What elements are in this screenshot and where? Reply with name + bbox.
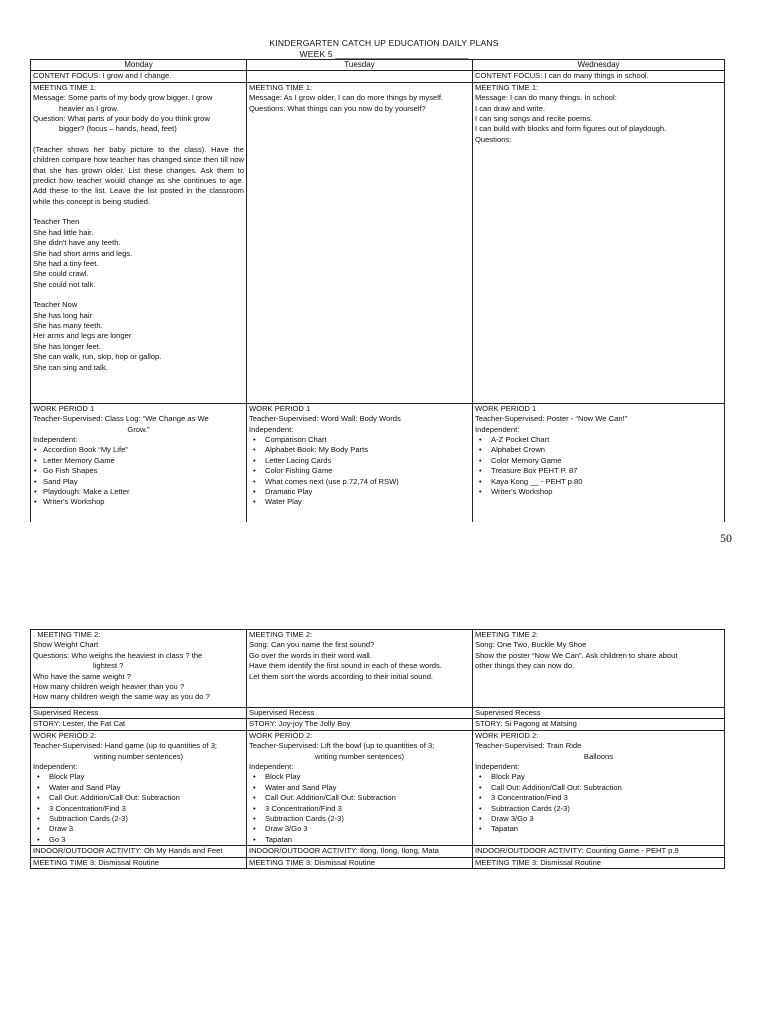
work-title: WORK PERIOD 2: bbox=[33, 730, 97, 740]
meeting-2-monday bbox=[31, 630, 247, 708]
independent-label: Independent: bbox=[249, 762, 294, 772]
meeting-title: MEETING TIME 1: bbox=[33, 82, 97, 92]
work-2-monday bbox=[31, 730, 247, 845]
list-item: She has many teeth. bbox=[33, 320, 103, 330]
list-item: • Treasure Box PEHT P. 87 bbox=[475, 466, 722, 476]
indoor-wednesday: INDOOR/OUTDOOR ACTIVITY: Counting Game - PEHT p.9 bbox=[473, 846, 725, 857]
list-item: How many children weigh heavier than you ? bbox=[33, 682, 185, 692]
meeting-2-wednesday bbox=[473, 630, 725, 708]
message-line: Message: I can do many things. In school: bbox=[475, 93, 617, 103]
meeting-title: MEETING TIME 1: bbox=[475, 82, 539, 92]
day-tuesday: Tuesday bbox=[247, 60, 473, 71]
week-line: WEEK 5 ___________________________ bbox=[299, 49, 469, 59]
meeting-3-tuesday: MEETING TIME 3: Dismissal Routine bbox=[247, 857, 473, 868]
independent-label: Independent: bbox=[475, 762, 520, 772]
list-item: • Playdough: Make a Letter bbox=[33, 487, 244, 497]
message-line: Message: As I grow older, I can do more things by myself. bbox=[249, 93, 444, 103]
list-item: • Tapatan bbox=[249, 835, 470, 845]
work-period-2-row bbox=[31, 730, 725, 845]
list-item: • Alphabet Book: My Body Parts bbox=[249, 445, 470, 455]
list-item: • Block Pay bbox=[475, 772, 722, 782]
document-title: KINDERGARTEN CATCH UP EDUCATION DAILY PLANS bbox=[269, 38, 499, 48]
independent-label: Independent: bbox=[249, 424, 294, 434]
message-line: Message: Some parts of my body grow bigger. I grow bbox=[33, 93, 213, 103]
list-item: I can draw and write. bbox=[475, 103, 546, 113]
list-item: • Writer's Workshop bbox=[475, 487, 722, 497]
list-item: Who have the same weight ? bbox=[33, 671, 131, 681]
meeting-time-3-row bbox=[31, 857, 725, 868]
supervised-line: writing number sentences) bbox=[93, 751, 184, 761]
indoor-outdoor-row bbox=[31, 846, 725, 857]
list-item: • 3 Concentration/Find 3 bbox=[475, 793, 722, 803]
list-item: • Call Out: Addition/Call Out: Subtraction bbox=[33, 793, 244, 803]
meeting-time-1-row bbox=[31, 82, 725, 403]
list-item: • Subtraction Cards (2-3) bbox=[249, 814, 470, 824]
list-item: She could crawl. bbox=[33, 269, 89, 279]
work-2-tuesday bbox=[247, 730, 473, 845]
then-title: Teacher Then bbox=[33, 217, 80, 227]
recess-wednesday: Supervised Recess bbox=[473, 708, 725, 719]
list-item: She can walk, run, skip, hop or gallop. bbox=[33, 352, 162, 362]
work-title: WORK PERIOD 2: bbox=[249, 730, 313, 740]
supervised-line: Teacher-Supervised: Class Log: “We Change as We bbox=[33, 414, 209, 424]
content-focus-row bbox=[31, 71, 725, 82]
work-1-monday bbox=[31, 403, 247, 522]
work-1-tuesday bbox=[247, 403, 473, 522]
list-item: She can sing and talk. bbox=[33, 362, 108, 372]
list-item: I can sing songs and recite poems. bbox=[475, 114, 593, 124]
question-line: bigger? (focus – hands, head, feet) bbox=[59, 124, 177, 134]
work-2-wednesday bbox=[473, 730, 725, 845]
story-row bbox=[31, 719, 725, 730]
work-title: WORK PERIOD 1 bbox=[33, 403, 95, 413]
plan-table-lower bbox=[30, 629, 725, 869]
list-item: She had short arms and legs. bbox=[33, 248, 133, 258]
story-tuesday: STORY: Joy-joy The Jolly Boy bbox=[247, 719, 473, 730]
now-title: Teacher Now bbox=[33, 300, 78, 310]
list-item: • Draw 3/Go 3 bbox=[475, 814, 722, 824]
meeting-2-tuesday bbox=[247, 630, 473, 708]
list-item: I can build with blocks and form figures out of playdough. bbox=[475, 124, 667, 134]
question-line: Questions: What things can you now do by yourself? bbox=[249, 103, 426, 113]
list-item: • Alphabet Crown bbox=[475, 445, 722, 455]
page-number: 50 bbox=[720, 531, 732, 545]
meeting-time-2-row bbox=[31, 630, 725, 708]
work-title: WORK PERIOD 1 bbox=[475, 403, 537, 413]
list-item: How many children weigh the same way as you do ? bbox=[33, 692, 210, 702]
indoor-tuesday: INDOOR/OUTDOOR ACTIVITY: Ilong, Ilong, Ilong, Mata bbox=[247, 846, 473, 857]
recess-row bbox=[31, 708, 725, 719]
list-item: • Subtraction Cards (2-3) bbox=[33, 814, 244, 824]
meeting-title: . MEETING TIME 2: bbox=[33, 630, 101, 639]
work-title: WORK PERIOD 2: bbox=[475, 730, 539, 740]
supervised-line: Teacher-Supervised: Word Wall: Body Words bbox=[249, 414, 401, 424]
question-line: Question: What parts of your body do you think grow bbox=[33, 114, 210, 124]
supervised-line: Balloons bbox=[583, 751, 614, 761]
meeting-1-monday bbox=[31, 82, 247, 403]
independent-label: Independent: bbox=[475, 424, 520, 434]
list-item: Show the poster “Now We Can”. Ask children to share about bbox=[475, 650, 678, 660]
story-monday: STORY: Lester, the Fat Cat bbox=[31, 719, 247, 730]
list-item: • 3 Concentration/Find 3 bbox=[33, 804, 244, 814]
work-title: WORK PERIOD 1 bbox=[249, 403, 311, 413]
list-item: • Writer's Workshop bbox=[33, 497, 244, 507]
list-item: Have them identify the first sound in each of these words. bbox=[249, 661, 442, 671]
list-item: She has long hair bbox=[33, 310, 93, 320]
supervised-line: Teacher-Supervised: Poster - “Now We Can!” bbox=[475, 414, 628, 424]
message-line: heavier as I grow. bbox=[59, 103, 119, 113]
question-line: Questions: Who weighs the heaviest in class ? the bbox=[33, 650, 203, 660]
meeting-title: MEETING TIME 1: bbox=[249, 82, 313, 92]
day-monday: Monday bbox=[31, 60, 247, 71]
meeting-title: MEETING TIME 2: bbox=[249, 630, 313, 639]
list-item: • Block Play bbox=[249, 772, 470, 782]
independent-label: Independent: bbox=[33, 762, 78, 772]
indoor-monday: INDOOR/OUTDOOR ACTIVITY: Oh My Hands and Feet bbox=[31, 846, 247, 857]
list-item: • Water and Sand Play bbox=[249, 783, 470, 793]
meeting-title: MEETING TIME 2: bbox=[475, 630, 539, 639]
independent-label: Independent: bbox=[33, 435, 78, 445]
list-item: Song: One Two, Buckle My Shoe bbox=[475, 640, 587, 650]
list-item: • Dramatic Play bbox=[249, 487, 470, 497]
list-item: • Kaya Kong __ - PEHT p.80 bbox=[475, 477, 722, 487]
list-item: • Sand Play bbox=[33, 477, 244, 487]
list-item: She didn't have any teeth. bbox=[33, 238, 121, 248]
list-item: Show Weight Chart bbox=[33, 640, 99, 650]
list-item: • Tapatan bbox=[475, 824, 722, 834]
list-item: • Accordion Book “My Life” bbox=[33, 445, 244, 455]
question-line: lightest ? bbox=[93, 661, 124, 671]
list-item: • A-Z Pocket Chart bbox=[475, 435, 722, 445]
list-item: • Water and Sand Play bbox=[33, 783, 244, 793]
list-item: She had a tiny feet. bbox=[33, 258, 99, 268]
list-item: • Subtraction Cards (2-3) bbox=[475, 804, 722, 814]
story-wednesday: STORY: Si Pagong at Matsing bbox=[473, 719, 725, 730]
supervised-line: Teacher-Supervised: Lift the bowl (up to quantities of 3; bbox=[249, 741, 435, 751]
list-item: • Call Out: Addition/Call Out: Subtraction bbox=[249, 793, 470, 803]
list-item: • What comes next (use p.72,74 of RSW) bbox=[249, 477, 470, 487]
supervised-line: Teacher-Supervised: Hand game (up to quantities of 3; bbox=[33, 741, 218, 751]
meeting-3-wednesday: MEETING TIME 3: Dismissal Routine bbox=[473, 857, 725, 868]
meeting-1-wednesday bbox=[473, 82, 725, 403]
list-item: Her arms and legs are longer bbox=[33, 331, 132, 341]
list-item: • Go 3 bbox=[33, 835, 244, 845]
list-item: • Letter Lacing Cards bbox=[249, 456, 470, 466]
meeting-1-tuesday bbox=[247, 82, 473, 403]
list-item: other things they can now do. bbox=[475, 661, 575, 671]
question-line: Questions: bbox=[475, 134, 512, 144]
list-item: • Comparison Chart bbox=[249, 435, 470, 445]
supervised-line: Grow.” bbox=[127, 424, 150, 434]
list-item: She could not talk. bbox=[33, 279, 96, 289]
day-header-row bbox=[31, 60, 725, 71]
list-item: She has longer feet. bbox=[33, 341, 101, 351]
supervised-line: Teacher-Supervised: Train Ride bbox=[475, 741, 582, 751]
content-focus-tuesday bbox=[247, 71, 473, 82]
list-item: • Draw 3/Go 3 bbox=[249, 824, 470, 834]
work-period-1-row bbox=[31, 403, 725, 522]
content-focus-monday: CONTENT FOCUS: I grow and I change. bbox=[31, 71, 247, 82]
list-item: Let them sort the words according to their initial sound. bbox=[249, 671, 434, 681]
content-focus-wednesday: CONTENT FOCUS: I can do many things in school. bbox=[473, 71, 725, 82]
list-item: Song: Can you name the first sound? bbox=[249, 640, 375, 650]
meeting-3-monday: MEETING TIME 3: Dismissal Routine bbox=[31, 857, 247, 868]
list-item: Go over the words in their word wall. bbox=[249, 650, 372, 660]
list-item: • Color Memory Game bbox=[475, 456, 722, 466]
list-item: • Color Fishing Game bbox=[249, 466, 470, 476]
list-item: • Draw 3 bbox=[33, 824, 244, 834]
list-item: • Water Play bbox=[249, 497, 470, 507]
list-item: • Block Play bbox=[33, 772, 244, 782]
teacher-paragraph: (Teacher shows her baby picture to the class). Have the children compare how teacher has changed since then till now that she has grown older. List these changes. Ask them to predict how teacher would change as she continues to age. Add these to the list. Leave the list posted in the classroom while this concept is being studied. bbox=[33, 144, 244, 206]
recess-tuesday: Supervised Recess bbox=[247, 708, 473, 719]
day-wednesday: Wednesday bbox=[473, 60, 725, 71]
plan-table-upper bbox=[30, 59, 725, 522]
work-1-wednesday bbox=[473, 403, 725, 522]
list-item: She had little hair. bbox=[33, 227, 94, 237]
recess-monday: Supervised Recess bbox=[31, 708, 247, 719]
list-item: • Letter Memory Game bbox=[33, 456, 244, 466]
list-item: • Go Fish Shapes bbox=[33, 466, 244, 476]
list-item: • Call Out: Addition/Call Out: Subtraction bbox=[475, 783, 722, 793]
supervised-line: writing number sentences) bbox=[314, 751, 405, 761]
list-item: • 3 Concentration/Find 3 bbox=[249, 804, 470, 814]
